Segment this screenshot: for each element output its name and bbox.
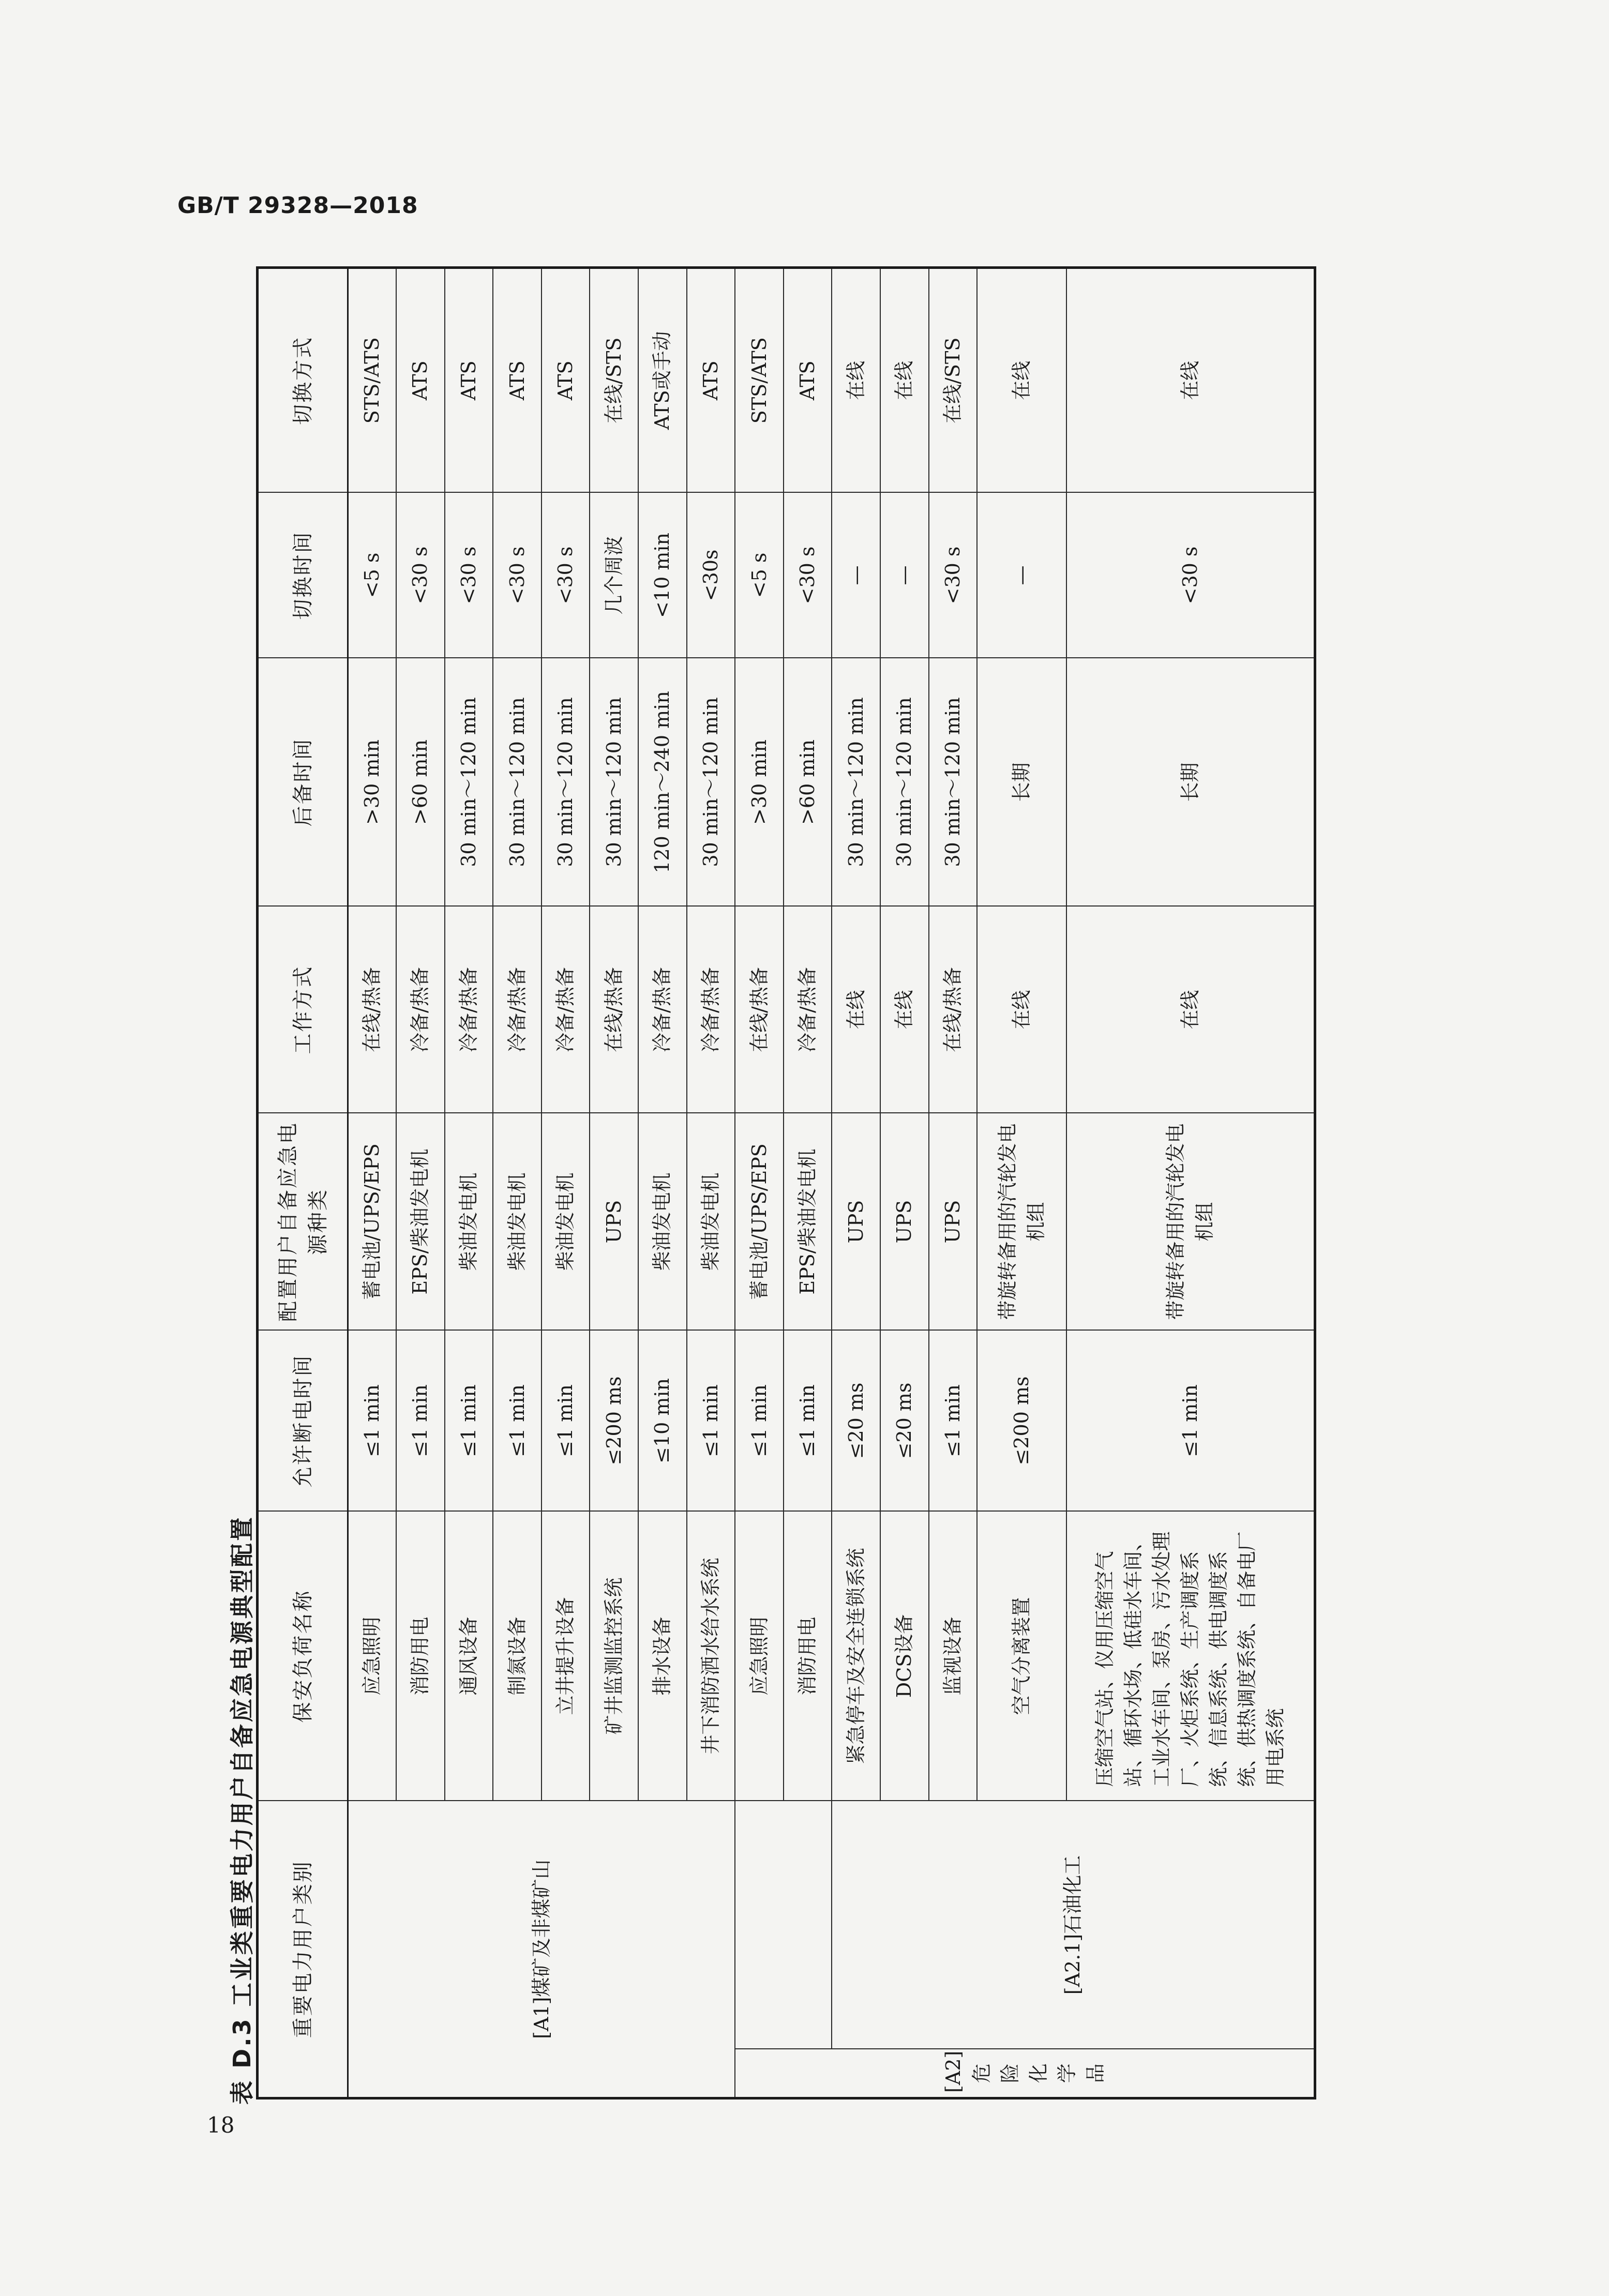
switch-mode: STS/ATS bbox=[348, 267, 397, 492]
backup-time: 30 min～120 min bbox=[687, 658, 735, 906]
col-header-user-category: 重要电力用户类别 bbox=[258, 1801, 348, 2098]
group-a2-blank bbox=[735, 1801, 832, 2049]
source-type: UPS bbox=[832, 1113, 880, 1330]
load-name: 压缩空气站、仪用压缩空气站、循环水场、低硅水车间、工业水车间、泵房、污水处理厂、火炬系统、生产调度系统、信息系统、供电调度系统、供热调度系统、自备电厂用电系统 bbox=[1066, 1511, 1315, 1801]
switch-mode: 在线 bbox=[880, 267, 929, 492]
switch-time: <5 s bbox=[735, 492, 784, 658]
source-type: EPS/柴油发电机 bbox=[784, 1113, 832, 1330]
switch-mode: ATS bbox=[445, 267, 493, 492]
table-caption: 表 D.3 工业类重要电力用户自备应急电源典型配置 bbox=[228, 1515, 256, 2105]
allowed-outage: ≤10 min bbox=[638, 1330, 687, 1511]
source-type: EPS/柴油发电机 bbox=[396, 1113, 445, 1330]
switch-time: <30s bbox=[687, 492, 735, 658]
work-mode: 冷备/热备 bbox=[638, 906, 687, 1113]
load-name: 应急照明 bbox=[348, 1511, 397, 1801]
switch-time: <30 s bbox=[929, 492, 978, 658]
col-header-work-mode: 工作方式 bbox=[258, 906, 348, 1113]
allowed-outage: ≤1 min bbox=[784, 1330, 832, 1511]
switch-time: <30 s bbox=[1066, 492, 1315, 658]
load-name: 井下消防洒水给水系统 bbox=[687, 1511, 735, 1801]
load-name: 空气分离装置 bbox=[977, 1511, 1066, 1801]
source-type: UPS bbox=[880, 1113, 929, 1330]
switch-time: <5 s bbox=[348, 492, 397, 658]
work-mode: 在线 bbox=[977, 906, 1066, 1113]
switch-mode: ATS bbox=[493, 267, 542, 492]
switch-mode: 在线 bbox=[832, 267, 880, 492]
source-type: 蓄电池/UPS/EPS bbox=[348, 1113, 397, 1330]
switch-time: — bbox=[832, 492, 880, 658]
work-mode: 在线/热备 bbox=[348, 906, 397, 1113]
table-row bbox=[735, 267, 784, 2098]
source-type: 蓄电池/UPS/EPS bbox=[735, 1113, 784, 1330]
work-mode: 在线 bbox=[880, 906, 929, 1113]
backup-time: >30 min bbox=[348, 658, 397, 906]
switch-time: — bbox=[977, 492, 1066, 658]
load-name: 消防用电 bbox=[784, 1511, 832, 1801]
switch-time: 几个周波 bbox=[590, 492, 638, 658]
col-header-allowed-outage: 允许断电时间 bbox=[258, 1330, 348, 1511]
backup-time: 30 min～120 min bbox=[590, 658, 638, 906]
switch-mode: ATS或手动 bbox=[638, 267, 687, 492]
work-mode: 在线/热备 bbox=[590, 906, 638, 1113]
allowed-outage: ≤1 min bbox=[493, 1330, 542, 1511]
switch-mode: ATS bbox=[396, 267, 445, 492]
load-name: 立井提升设备 bbox=[542, 1511, 590, 1801]
allowed-outage: ≤1 min bbox=[735, 1330, 784, 1511]
switch-time: <30 s bbox=[445, 492, 493, 658]
source-type: 柴油发电机 bbox=[638, 1113, 687, 1330]
allowed-outage: ≤200 ms bbox=[977, 1330, 1066, 1511]
backup-time: >60 min bbox=[784, 658, 832, 906]
switch-mode: ATS bbox=[542, 267, 590, 492]
page-number: 18 bbox=[207, 2112, 235, 2138]
table-row bbox=[348, 267, 397, 2098]
switch-mode: 在线/STS bbox=[929, 267, 978, 492]
work-mode: 在线/热备 bbox=[929, 906, 978, 1113]
switch-time: — bbox=[880, 492, 929, 658]
col-header-switch-mode: 切换方式 bbox=[258, 267, 348, 492]
source-type: 带旋转备用的汽轮发电机组 bbox=[977, 1113, 1066, 1330]
standard-code: GB/T 29328—2018 bbox=[177, 192, 418, 219]
backup-time: 30 min～120 min bbox=[880, 658, 929, 906]
load-name: 排水设备 bbox=[638, 1511, 687, 1801]
switch-time: <30 s bbox=[493, 492, 542, 658]
load-name: 监视设备 bbox=[929, 1511, 978, 1801]
work-mode: 冷备/热备 bbox=[687, 906, 735, 1113]
allowed-outage: ≤1 min bbox=[348, 1330, 397, 1511]
source-type: 柴油发电机 bbox=[687, 1113, 735, 1330]
allowed-outage: ≤200 ms bbox=[590, 1330, 638, 1511]
backup-time: 30 min～120 min bbox=[445, 658, 493, 906]
switch-mode: 在线 bbox=[1066, 267, 1315, 492]
backup-time: 30 min～120 min bbox=[832, 658, 880, 906]
switch-mode: ATS bbox=[784, 267, 832, 492]
source-type: 柴油发电机 bbox=[493, 1113, 542, 1330]
work-mode: 冷备/热备 bbox=[493, 906, 542, 1113]
table-row bbox=[832, 267, 880, 2098]
col-header-load-name: 保安负荷名称 bbox=[258, 1511, 348, 1801]
group-a2: [A2]危险化学品 bbox=[735, 2049, 1315, 2098]
source-type: 带旋转备用的汽轮发电机组 bbox=[1066, 1113, 1315, 1330]
allowed-outage: ≤1 min bbox=[929, 1330, 978, 1511]
load-name: DCS设备 bbox=[880, 1511, 929, 1801]
switch-mode: 在线/STS bbox=[590, 267, 638, 492]
load-name: 消防用电 bbox=[396, 1511, 445, 1801]
switch-time: <10 min bbox=[638, 492, 687, 658]
work-mode: 冷备/热备 bbox=[784, 906, 832, 1113]
source-type: UPS bbox=[929, 1113, 978, 1330]
work-mode: 在线/热备 bbox=[735, 906, 784, 1113]
switch-time: <30 s bbox=[784, 492, 832, 658]
allowed-outage: ≤20 ms bbox=[880, 1330, 929, 1511]
load-name: 制氮设备 bbox=[493, 1511, 542, 1801]
work-mode: 在线 bbox=[832, 906, 880, 1113]
allowed-outage: ≤20 ms bbox=[832, 1330, 880, 1511]
allowed-outage: ≤1 min bbox=[445, 1330, 493, 1511]
load-name: 矿井监测监控系统 bbox=[590, 1511, 638, 1801]
work-mode: 冷备/热备 bbox=[542, 906, 590, 1113]
allowed-outage: ≤1 min bbox=[542, 1330, 590, 1511]
source-type: UPS bbox=[590, 1113, 638, 1330]
backup-time: 30 min～120 min bbox=[493, 658, 542, 906]
work-mode: 冷备/热备 bbox=[445, 906, 493, 1113]
col-header-backup-time: 后备时间 bbox=[258, 658, 348, 906]
backup-time: >60 min bbox=[396, 658, 445, 906]
backup-time: >30 min bbox=[735, 658, 784, 906]
switch-time: <30 s bbox=[396, 492, 445, 658]
table-area bbox=[256, 269, 1316, 2099]
backup-time: 长期 bbox=[977, 658, 1066, 906]
allowed-outage: ≤1 min bbox=[687, 1330, 735, 1511]
group-a21: [A2.1]石油化工 bbox=[832, 1801, 1315, 2049]
work-mode: 冷备/热备 bbox=[396, 906, 445, 1113]
allowed-outage: ≤1 min bbox=[396, 1330, 445, 1511]
col-header-source-type: 配置用户自备应急电源种类 bbox=[258, 1113, 348, 1330]
switch-mode: ATS bbox=[687, 267, 735, 492]
switch-mode: STS/ATS bbox=[735, 267, 784, 492]
load-name: 通风设备 bbox=[445, 1511, 493, 1801]
backup-time: 长期 bbox=[1066, 658, 1315, 906]
emergency-power-table bbox=[256, 266, 1316, 2099]
group-a1: [A1]煤矿及非煤矿山 bbox=[348, 1801, 735, 2098]
switch-time: <30 s bbox=[542, 492, 590, 658]
load-name: 应急照明 bbox=[735, 1511, 784, 1801]
allowed-outage: ≤1 min bbox=[1066, 1330, 1315, 1511]
switch-mode: 在线 bbox=[977, 267, 1066, 492]
backup-time: 120 min～240 min bbox=[638, 658, 687, 906]
source-type: 柴油发电机 bbox=[542, 1113, 590, 1330]
work-mode: 在线 bbox=[1066, 906, 1315, 1113]
load-name: 紧急停车及安全连锁系统 bbox=[832, 1511, 880, 1801]
backup-time: 30 min～120 min bbox=[929, 658, 978, 906]
source-type: 柴油发电机 bbox=[445, 1113, 493, 1330]
backup-time: 30 min～120 min bbox=[542, 658, 590, 906]
col-header-switch-time: 切换时间 bbox=[258, 492, 348, 658]
